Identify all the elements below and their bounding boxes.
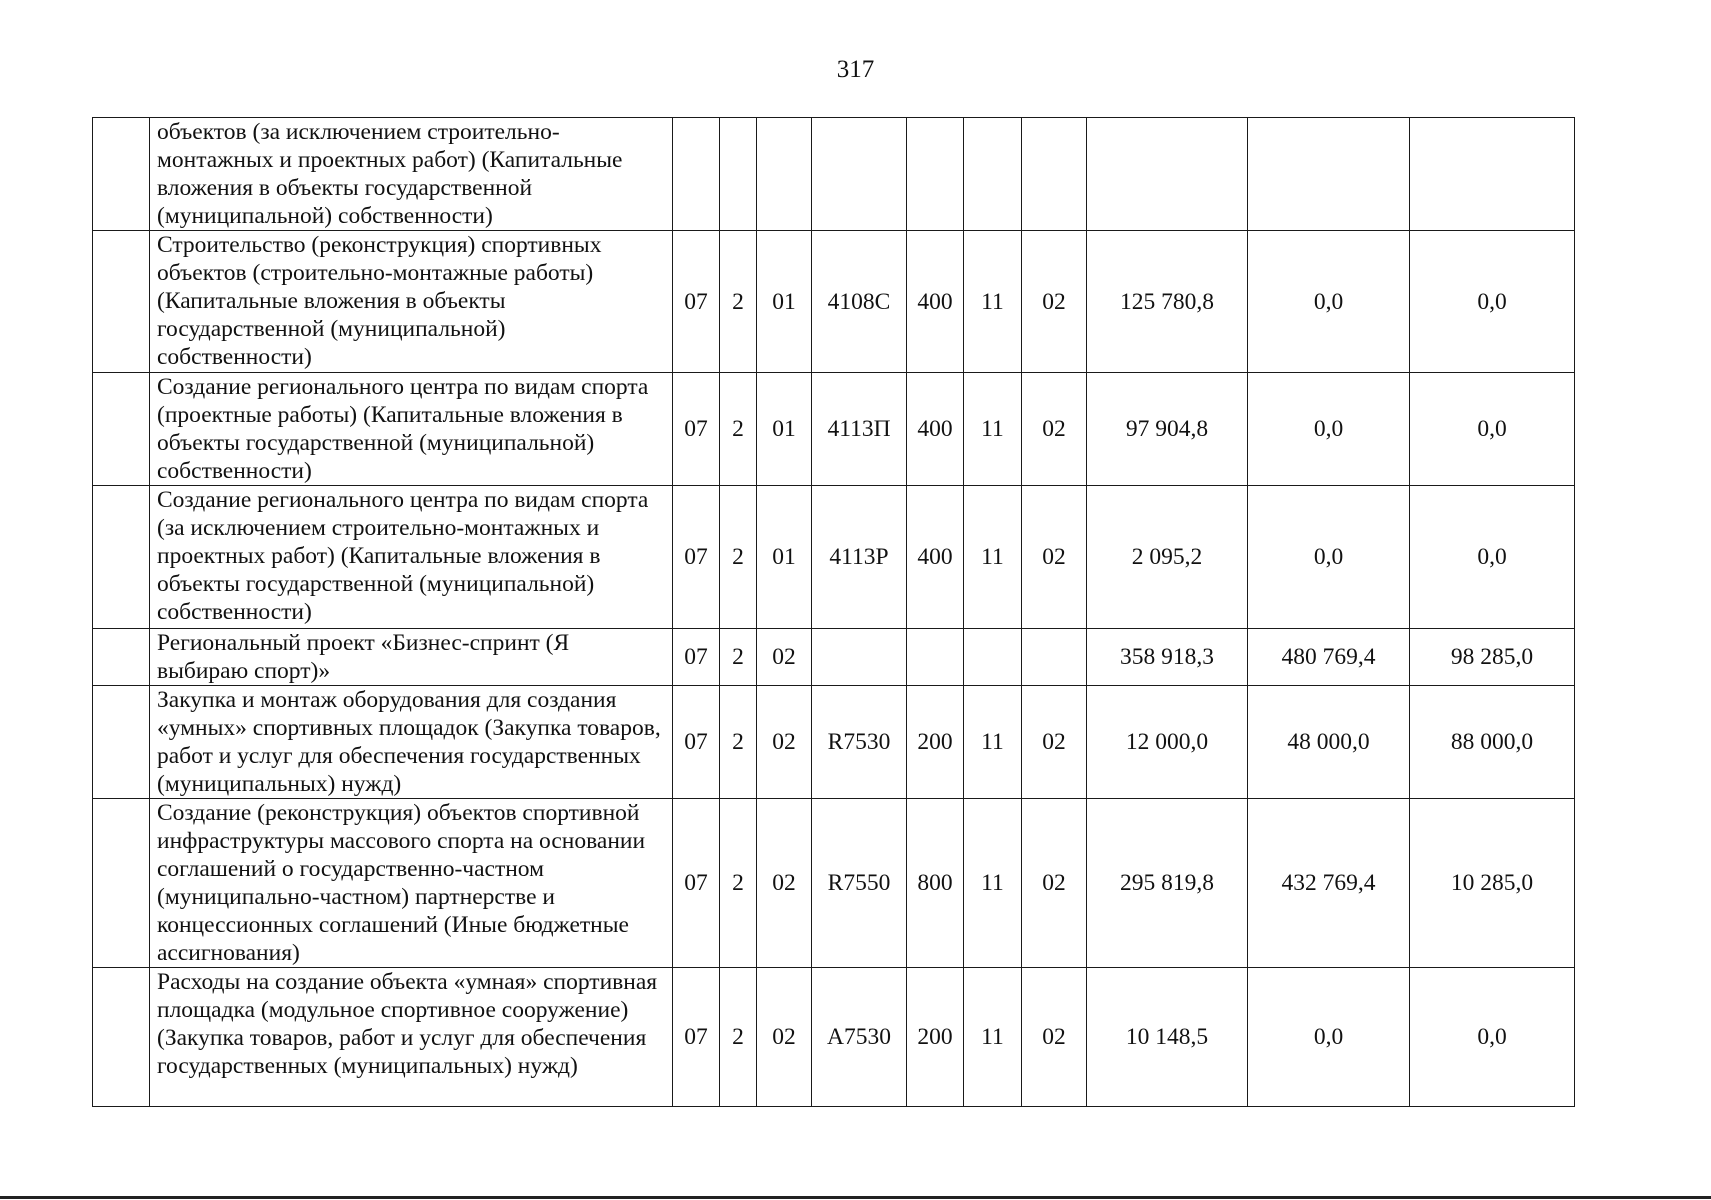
amount-year-3-cell: 0,0 <box>1410 373 1575 486</box>
subchapter-code-cell <box>1022 629 1087 686</box>
table-row <box>93 118 1575 231</box>
amount-year-2-cell: 48 000,0 <box>1248 686 1410 799</box>
table-row <box>93 629 1575 686</box>
subchapter-code-cell: 02 <box>1022 486 1087 629</box>
section-code-cell: 07 <box>673 231 720 373</box>
subchapter-code-cell: 02 <box>1022 968 1087 1107</box>
subprogram-code-cell: 02 <box>757 799 812 968</box>
amount-year-3-cell: 0,0 <box>1410 968 1575 1107</box>
expense-type-code-cell <box>907 629 964 686</box>
row-index-cell <box>93 629 150 686</box>
scan-bottom-edge <box>0 1196 1711 1199</box>
amount-year-2-cell: 0,0 <box>1248 486 1410 629</box>
section-code-cell <box>673 118 720 231</box>
amount-year-3-cell: 98 285,0 <box>1410 629 1575 686</box>
subchapter-code-cell: 02 <box>1022 373 1087 486</box>
target-article-code-cell: А7530 <box>812 968 907 1107</box>
expense-name-cell: объектов (за исключением строительно-монтажных и проектных работ) (Капитальные вложения в объекты государственной (муниципальной) собственности) <box>150 118 673 231</box>
amount-year-2-cell: 0,0 <box>1248 968 1410 1107</box>
expense-name-cell: Расходы на создание объекта «умная» спортивная площадка (модульное спортивное сооружение) (Закупка товаров, работ и услуг для обеспечения государственных (муниципальных) нужд) <box>150 968 673 1107</box>
subsection-code-cell: 2 <box>720 968 757 1107</box>
expense-name-cell: Создание регионального центра по видам спорта (за исключением строительно-монтажных и проектных работ) (Капитальные вложения в объекты государственной (муниципальной) собственности) <box>150 486 673 629</box>
expense-type-code-cell: 400 <box>907 231 964 373</box>
table-row <box>93 373 1575 486</box>
table-row <box>93 686 1575 799</box>
target-article-code-cell <box>812 118 907 231</box>
table-row <box>93 968 1575 1107</box>
subprogram-code-cell: 01 <box>757 373 812 486</box>
table-row <box>93 231 1575 373</box>
row-index-cell <box>93 686 150 799</box>
expense-type-code-cell: 200 <box>907 968 964 1107</box>
subsection-code-cell <box>720 118 757 231</box>
amount-year-1-cell: 10 148,5 <box>1087 968 1248 1107</box>
amount-year-2-cell: 0,0 <box>1248 231 1410 373</box>
expense-name-cell: Региональный проект «Бизнес-спринт (Я выбираю спорт)» <box>150 629 673 686</box>
table-row <box>93 799 1575 968</box>
expense-name-cell: Закупка и монтаж оборудования для создания «умных» спортивных площадок (Закупка товаров, работ и услуг для обеспечения государственных (муниципальных) нужд) <box>150 686 673 799</box>
amount-year-3-cell: 10 285,0 <box>1410 799 1575 968</box>
target-article-code-cell <box>812 629 907 686</box>
amount-year-3-cell: 0,0 <box>1410 231 1575 373</box>
amount-year-1-cell: 12 000,0 <box>1087 686 1248 799</box>
expense-type-code-cell: 400 <box>907 373 964 486</box>
amount-year-1-cell: 358 918,3 <box>1087 629 1248 686</box>
chapter-code-cell: 11 <box>964 686 1022 799</box>
section-code-cell: 07 <box>673 968 720 1107</box>
subchapter-code-cell: 02 <box>1022 231 1087 373</box>
subchapter-code-cell <box>1022 118 1087 231</box>
amount-year-2-cell: 0,0 <box>1248 373 1410 486</box>
target-article-code-cell: 4108С <box>812 231 907 373</box>
row-index-cell <box>93 231 150 373</box>
subsection-code-cell: 2 <box>720 799 757 968</box>
amount-year-1-cell: 97 904,8 <box>1087 373 1248 486</box>
subsection-code-cell: 2 <box>720 231 757 373</box>
row-index-cell <box>93 486 150 629</box>
target-article-code-cell: R7530 <box>812 686 907 799</box>
subprogram-code-cell: 01 <box>757 486 812 629</box>
target-article-code-cell: 4113П <box>812 373 907 486</box>
amount-year-1-cell: 125 780,8 <box>1087 231 1248 373</box>
amount-year-2-cell: 480 769,4 <box>1248 629 1410 686</box>
target-article-code-cell: R7550 <box>812 799 907 968</box>
amount-year-1-cell: 2 095,2 <box>1087 486 1248 629</box>
amount-year-3-cell: 0,0 <box>1410 486 1575 629</box>
expense-name-cell: Создание (реконструкция) объектов спортивной инфраструктуры массового спорта на основании соглашений о государственно-частном (муниципально-частном) партнерстве и концессионных соглашений (Иные бюджетные ассигнования) <box>150 799 673 968</box>
section-code-cell: 07 <box>673 686 720 799</box>
chapter-code-cell: 11 <box>964 968 1022 1107</box>
expense-name-cell: Создание регионального центра по видам спорта (проектные работы) (Капитальные вложения в объекты государственной (муниципальной) собственности) <box>150 373 673 486</box>
amount-year-1-cell <box>1087 118 1248 231</box>
subsection-code-cell: 2 <box>720 629 757 686</box>
chapter-code-cell: 11 <box>964 231 1022 373</box>
amount-year-3-cell: 88 000,0 <box>1410 686 1575 799</box>
chapter-code-cell: 11 <box>964 799 1022 968</box>
amount-year-3-cell <box>1410 118 1575 231</box>
expense-name-cell: Строительство (реконструкция) спортивных объектов (строительно-монтажные работы) (Капитальные вложения в объекты государственной (муниципальной) собственности) <box>150 231 673 373</box>
row-index-cell <box>93 799 150 968</box>
section-code-cell: 07 <box>673 373 720 486</box>
subsection-code-cell: 2 <box>720 373 757 486</box>
subprogram-code-cell: 02 <box>757 968 812 1107</box>
chapter-code-cell: 11 <box>964 373 1022 486</box>
subprogram-code-cell: 02 <box>757 686 812 799</box>
amount-year-1-cell: 295 819,8 <box>1087 799 1248 968</box>
subchapter-code-cell: 02 <box>1022 799 1087 968</box>
section-code-cell: 07 <box>673 629 720 686</box>
amount-year-2-cell: 432 769,4 <box>1248 799 1410 968</box>
chapter-code-cell <box>964 629 1022 686</box>
expense-type-code-cell: 800 <box>907 799 964 968</box>
subprogram-code-cell: 01 <box>757 231 812 373</box>
section-code-cell: 07 <box>673 486 720 629</box>
section-code-cell: 07 <box>673 799 720 968</box>
row-index-cell <box>93 968 150 1107</box>
subprogram-code-cell <box>757 118 812 231</box>
row-index-cell <box>93 118 150 231</box>
table-row <box>93 486 1575 629</box>
chapter-code-cell: 11 <box>964 486 1022 629</box>
expense-type-code-cell <box>907 118 964 231</box>
budget-table-body <box>93 118 1575 1107</box>
subchapter-code-cell: 02 <box>1022 686 1087 799</box>
subprogram-code-cell: 02 <box>757 629 812 686</box>
expense-type-code-cell: 200 <box>907 686 964 799</box>
subsection-code-cell: 2 <box>720 486 757 629</box>
amount-year-2-cell <box>1248 118 1410 231</box>
target-article-code-cell: 4113Р <box>812 486 907 629</box>
row-index-cell <box>93 373 150 486</box>
expense-type-code-cell: 400 <box>907 486 964 629</box>
chapter-code-cell <box>964 118 1022 231</box>
budget-table <box>92 117 1575 1107</box>
page-number: 317 <box>836 56 875 83</box>
subsection-code-cell: 2 <box>720 686 757 799</box>
